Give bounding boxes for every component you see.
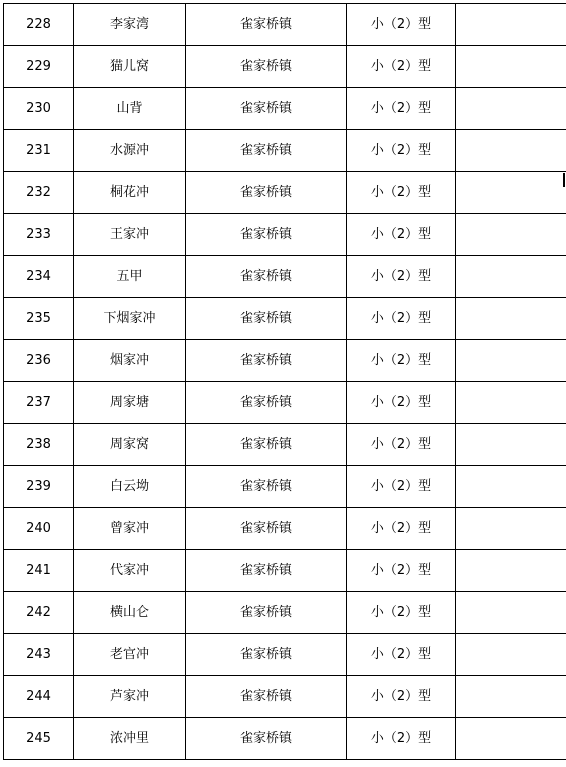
remarks-cell bbox=[456, 550, 566, 592]
row-number-cell: 229 bbox=[4, 46, 74, 88]
table-row bbox=[4, 46, 566, 88]
reservoir-name-cell: 浓冲里 bbox=[74, 718, 186, 760]
reservoir-name-cell: 老官冲 bbox=[74, 634, 186, 676]
row-number-cell: 228 bbox=[4, 4, 74, 46]
reservoir-name-cell: 周家塘 bbox=[74, 382, 186, 424]
town-cell: 雀家桥镇 bbox=[186, 424, 347, 466]
remarks-cell bbox=[456, 130, 566, 172]
remarks-cell bbox=[456, 424, 566, 466]
scale-type-cell: 小（2）型 bbox=[347, 382, 456, 424]
table-row bbox=[4, 424, 566, 466]
remarks-cell bbox=[456, 718, 566, 760]
scale-type-cell: 小（2）型 bbox=[347, 256, 456, 298]
remarks-cell bbox=[456, 4, 566, 46]
row-number-cell: 232 bbox=[4, 172, 74, 214]
reservoir-name-cell: 王家冲 bbox=[74, 214, 186, 256]
remarks-cell bbox=[456, 298, 566, 340]
row-number-cell: 241 bbox=[4, 550, 74, 592]
table-row bbox=[4, 550, 566, 592]
table-row bbox=[4, 340, 566, 382]
town-cell: 雀家桥镇 bbox=[186, 172, 347, 214]
town-cell: 雀家桥镇 bbox=[186, 88, 347, 130]
reservoir-name-cell: 五甲 bbox=[74, 256, 186, 298]
scale-type-cell: 小（2）型 bbox=[347, 172, 456, 214]
table-row bbox=[4, 4, 566, 46]
town-cell: 雀家桥镇 bbox=[186, 256, 347, 298]
row-number-cell: 230 bbox=[4, 88, 74, 130]
remarks-cell bbox=[456, 214, 566, 256]
scale-type-cell: 小（2）型 bbox=[347, 340, 456, 382]
table-row bbox=[4, 592, 566, 634]
scale-type-cell: 小（2）型 bbox=[347, 634, 456, 676]
table-row bbox=[4, 634, 566, 676]
scale-type-cell: 小（2）型 bbox=[347, 550, 456, 592]
reservoir-name-cell: 曾家冲 bbox=[74, 508, 186, 550]
town-cell: 雀家桥镇 bbox=[186, 340, 347, 382]
scale-type-cell: 小（2）型 bbox=[347, 214, 456, 256]
row-number-cell: 245 bbox=[4, 718, 74, 760]
reservoir-name-cell: 周家窝 bbox=[74, 424, 186, 466]
town-cell: 雀家桥镇 bbox=[186, 214, 347, 256]
scale-type-cell: 小（2）型 bbox=[347, 424, 456, 466]
scale-type-cell: 小（2）型 bbox=[347, 592, 456, 634]
table-row bbox=[4, 214, 566, 256]
town-cell: 雀家桥镇 bbox=[186, 508, 347, 550]
reservoir-name-cell: 横山仑 bbox=[74, 592, 186, 634]
remarks-cell bbox=[456, 382, 566, 424]
scale-type-cell: 小（2）型 bbox=[347, 508, 456, 550]
row-number-cell: 234 bbox=[4, 256, 74, 298]
town-cell: 雀家桥镇 bbox=[186, 676, 347, 718]
reservoir-name-cell: 下烟家冲 bbox=[74, 298, 186, 340]
table-row bbox=[4, 508, 566, 550]
town-cell: 雀家桥镇 bbox=[186, 634, 347, 676]
scale-type-cell: 小（2）型 bbox=[347, 676, 456, 718]
table-body bbox=[4, 4, 566, 760]
town-cell: 雀家桥镇 bbox=[186, 718, 347, 760]
remarks-cell bbox=[456, 46, 566, 88]
scale-type-cell: 小（2）型 bbox=[347, 298, 456, 340]
reservoir-name-cell: 代家冲 bbox=[74, 550, 186, 592]
table-row bbox=[4, 256, 566, 298]
reservoir-name-cell: 烟家冲 bbox=[74, 340, 186, 382]
row-number-cell: 231 bbox=[4, 130, 74, 172]
reservoir-name-cell: 猫儿窝 bbox=[74, 46, 186, 88]
remarks-cell bbox=[456, 256, 566, 298]
row-number-cell: 239 bbox=[4, 466, 74, 508]
remarks-cell bbox=[456, 340, 566, 382]
row-number-cell: 236 bbox=[4, 340, 74, 382]
table-row bbox=[4, 130, 566, 172]
table-row bbox=[4, 676, 566, 718]
reservoir-name-cell: 山背 bbox=[74, 88, 186, 130]
reservoir-name-cell: 桐花冲 bbox=[74, 172, 186, 214]
table-row bbox=[4, 718, 566, 760]
table-row bbox=[4, 88, 566, 130]
town-cell: 雀家桥镇 bbox=[186, 550, 347, 592]
town-cell: 雀家桥镇 bbox=[186, 298, 347, 340]
reservoir-name-cell: 芦家冲 bbox=[74, 676, 186, 718]
town-cell: 雀家桥镇 bbox=[186, 4, 347, 46]
row-number-cell: 237 bbox=[4, 382, 74, 424]
scale-type-cell: 小（2）型 bbox=[347, 46, 456, 88]
reservoir-name-cell: 白云坳 bbox=[74, 466, 186, 508]
reservoir-name-cell: 水源冲 bbox=[74, 130, 186, 172]
town-cell: 雀家桥镇 bbox=[186, 466, 347, 508]
town-cell: 雀家桥镇 bbox=[186, 592, 347, 634]
scale-type-cell: 小（2）型 bbox=[347, 88, 456, 130]
row-number-cell: 244 bbox=[4, 676, 74, 718]
scale-type-cell: 小（2）型 bbox=[347, 466, 456, 508]
remarks-cell bbox=[456, 172, 566, 214]
reservoir-table bbox=[3, 3, 566, 760]
row-number-cell: 240 bbox=[4, 508, 74, 550]
table-row bbox=[4, 298, 566, 340]
remarks-cell bbox=[456, 592, 566, 634]
scale-type-cell: 小（2）型 bbox=[347, 130, 456, 172]
edge-mark bbox=[563, 173, 565, 187]
remarks-cell bbox=[456, 508, 566, 550]
scale-type-cell: 小（2）型 bbox=[347, 4, 456, 46]
remarks-cell bbox=[456, 466, 566, 508]
remarks-cell bbox=[456, 88, 566, 130]
row-number-cell: 233 bbox=[4, 214, 74, 256]
town-cell: 雀家桥镇 bbox=[186, 130, 347, 172]
row-number-cell: 235 bbox=[4, 298, 74, 340]
table-row bbox=[4, 172, 566, 214]
town-cell: 雀家桥镇 bbox=[186, 382, 347, 424]
remarks-cell bbox=[456, 634, 566, 676]
row-number-cell: 243 bbox=[4, 634, 74, 676]
town-cell: 雀家桥镇 bbox=[186, 46, 347, 88]
remarks-cell bbox=[456, 676, 566, 718]
scale-type-cell: 小（2）型 bbox=[347, 718, 456, 760]
row-number-cell: 238 bbox=[4, 424, 74, 466]
table-row bbox=[4, 382, 566, 424]
reservoir-name-cell: 李家湾 bbox=[74, 4, 186, 46]
row-number-cell: 242 bbox=[4, 592, 74, 634]
table-row bbox=[4, 466, 566, 508]
